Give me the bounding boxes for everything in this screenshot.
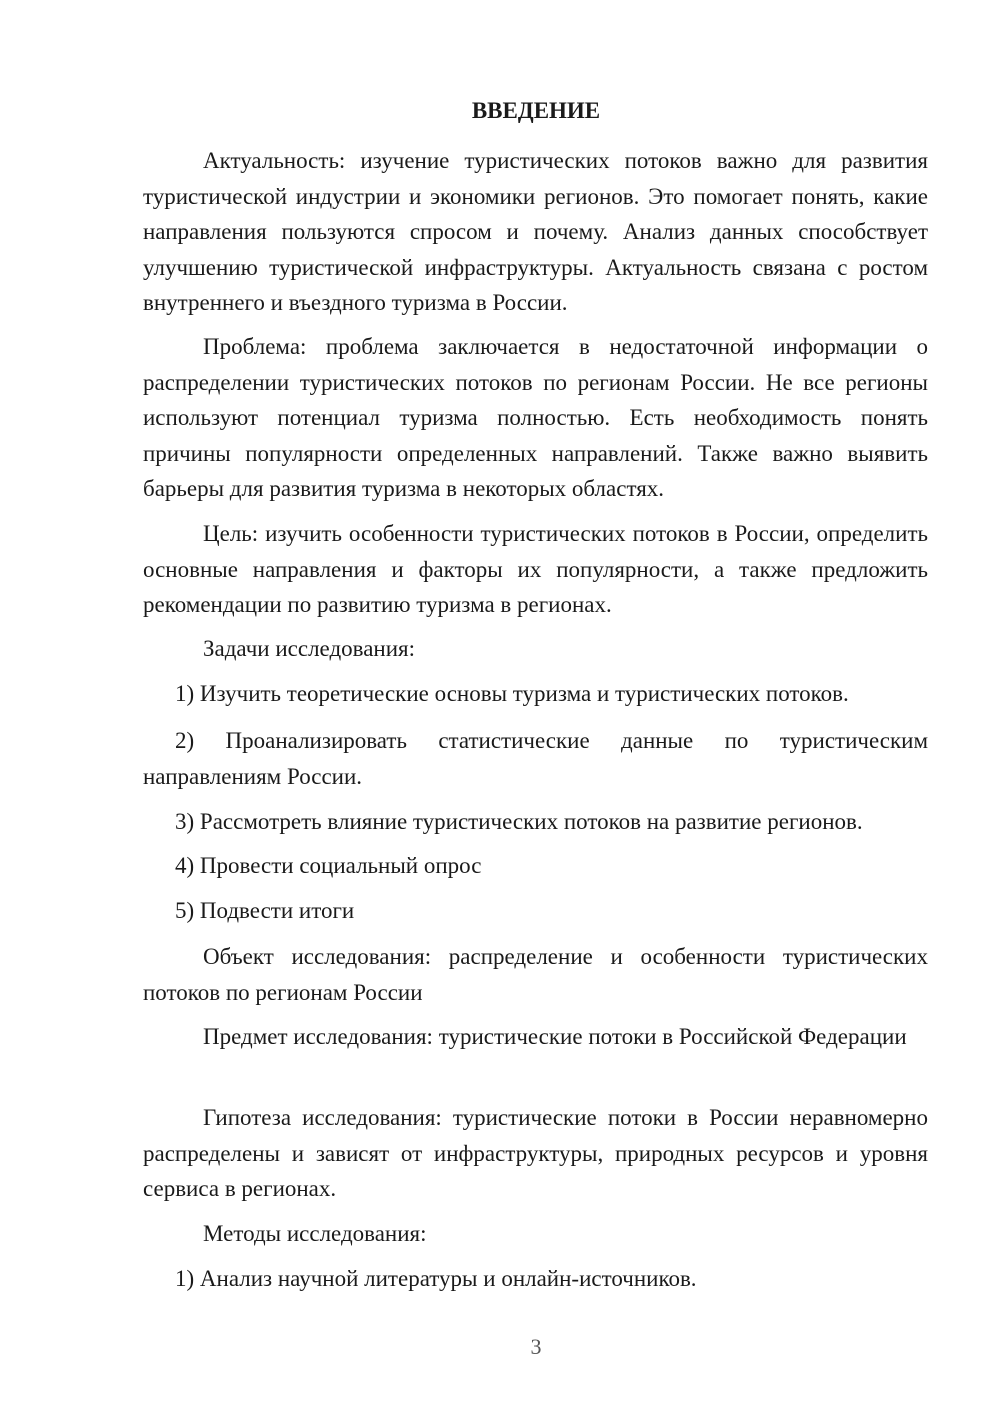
- paragraph-goal: Цель: изучить особенности туристических потоков в России, определить основные направления и факторы их популярности, а также предложить рекомендации по развитию туризма в регионах.: [143, 521, 928, 617]
- page-title: ВВЕДЕНИЕ: [471, 98, 601, 123]
- paragraph-relevance: Актуальность: изучение туристических потоков важно для развития туристической индустрии и экономики регионов. Это помогает понять, какие направления пользуются спросом и почему. Анализ данных способствует улучшению туристической инфраструктуры. Актуальность связана с ростом внутреннего и въездного туризма в России.: [143, 148, 928, 315]
- task-item: 1) Изучить теоретические основы туризма и туристических потоков.: [175, 681, 849, 706]
- paragraph-problem: Проблема: проблема заключается в недостаточной информации о распределении туристических потоков по регионам России. Не все регионы используют потенциал туризма полностью. Есть необходимость понять причины популярности определенных направлений. Также важно выявить барьеры для развития туризма в некоторых областях.: [143, 334, 928, 501]
- method-item: 1) Анализ научной литературы и онлайн-источников.: [175, 1266, 697, 1291]
- paragraph-subject: Предмет исследования: туристические потоки в Российской Федерации: [203, 1024, 907, 1049]
- page-number: 3: [530, 1334, 542, 1359]
- paragraph-hypothesis: Гипотеза исследования: туристические потоки в России неравномерно распределены и зависят от инфраструктуры, природных ресурсов и уровня сервиса в регионах.: [143, 1105, 928, 1201]
- task-item: 5) Подвести итоги: [175, 898, 355, 923]
- task-item: 2) Проанализировать статистические данные по туристическим направлениям России.: [143, 728, 928, 789]
- tasks-heading: Задачи исследования:: [203, 636, 416, 661]
- methods-heading: Методы исследования:: [203, 1221, 427, 1246]
- paragraph-object: Объект исследования: распределение и особенности туристических потоков по регионам России: [143, 944, 928, 1005]
- task-item: 3) Рассмотреть влияние туристических потоков на развитие регионов.: [175, 809, 863, 834]
- task-item: 4) Провести социальный опрос: [175, 853, 482, 878]
